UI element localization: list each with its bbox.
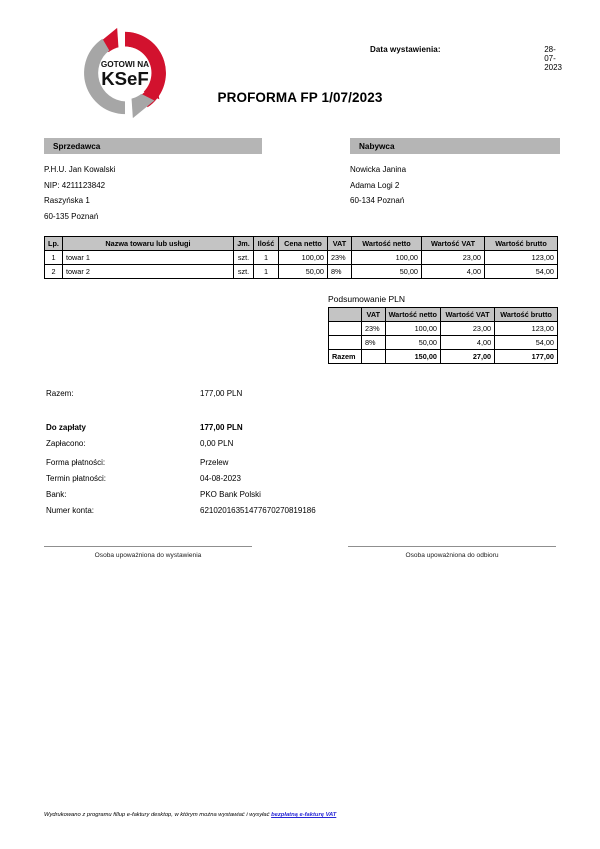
items-table: [44, 236, 558, 279]
payment-details-block: [46, 455, 446, 519]
summary-col-net: Wartość netto: [385, 308, 440, 322]
footer-note: [44, 812, 336, 818]
signature-line: [44, 546, 252, 547]
total-sum-value: 177,00 PLN: [200, 389, 243, 398]
seller-line: 60-135 Poznań: [44, 211, 99, 221]
payment-term-label: Termin płatności:: [46, 474, 107, 483]
seller-line: Raszyńska 1: [44, 196, 90, 205]
summary-total-gross: 177,00: [495, 350, 558, 364]
summary-cell-gross: 54,00: [495, 336, 558, 350]
circular-arrows-icon: [76, 24, 174, 122]
cell-value-net: 100,00: [352, 251, 422, 265]
totals-block: [46, 386, 386, 452]
summary-cell-label: [329, 322, 362, 336]
summary-cell-gross: 123,00: [495, 322, 558, 336]
amount-paid-value: 0,00 PLN: [200, 439, 234, 448]
buyer-line: Nowicka Janina: [350, 165, 407, 174]
total-sum-row: [46, 386, 386, 402]
payment-method-label: Forma płatności:: [46, 458, 106, 467]
col-value-net: Wartość netto: [352, 237, 422, 251]
footer-text: Wydrukowano z programu fillup e-faktury desktop, w którym można wystawiać i wysyłać: [44, 812, 272, 818]
document-title: PROFORMA FP 1/07/2023: [217, 90, 383, 105]
vat-summary-block: [328, 294, 558, 364]
col-unit: Jm.: [234, 237, 254, 251]
payment-method-row: [46, 455, 446, 471]
ksef-ready-logo: [76, 24, 174, 122]
summary-total-net: 150,00: [385, 350, 440, 364]
summary-cell-vat-value: 4,00: [440, 336, 494, 350]
amount-paid-label: Zapłacono:: [46, 439, 86, 448]
col-lp: Lp.: [45, 237, 63, 251]
summary-caption: Podsumowanie PLN: [328, 294, 406, 304]
account-number-value: 62102016351477670270819186: [200, 506, 316, 515]
col-price-net: Cena netto: [279, 237, 328, 251]
totals-spacer: [46, 402, 386, 420]
cell-value-gross: 123,00: [485, 251, 558, 265]
summary-col-gross: Wartość brutto: [495, 308, 558, 322]
cell-price-net: 100,00: [279, 251, 328, 265]
buyer-heading: Nabywca: [350, 138, 560, 154]
cell-unit: szt.: [234, 251, 254, 265]
summary-cell-vat: 8%: [361, 336, 385, 350]
col-value-vat: Wartość VAT: [422, 237, 485, 251]
footer-link[interactable]: bezpłatną e-fakturę VAT: [271, 812, 337, 818]
cell-unit: szt.: [234, 265, 254, 279]
seller-details: [44, 154, 262, 224]
summary-col-vat: VAT: [361, 308, 385, 322]
summary-header-row: [329, 308, 558, 322]
cell-value-vat: 4,00: [422, 265, 485, 279]
col-name: Nazwa towaru lub usługi: [62, 237, 233, 251]
table-row: [45, 265, 558, 279]
summary-col-blank: [329, 308, 362, 322]
signature-issuer-caption: Osoba upoważniona do wystawienia: [94, 552, 202, 559]
signature-receiver-caption: Osoba upoważniona do odbioru: [405, 552, 499, 559]
summary-cell-vat: 23%: [361, 322, 385, 336]
col-value-gross: Wartość brutto: [485, 237, 558, 251]
summary-cell-vat-value: 23,00: [440, 322, 494, 336]
seller-line: P.H.U. Jan Kowalski: [44, 165, 116, 174]
buyer-line: 60-134 Poznań: [350, 196, 405, 205]
account-number-label: Numer konta:: [46, 506, 95, 515]
table-row: [329, 336, 558, 350]
logo-top-text: GOTOWI NA: [100, 60, 150, 70]
summary-cell-net: 100,00: [385, 322, 440, 336]
amount-due-row: [46, 420, 386, 436]
bank-label: Bank:: [46, 490, 67, 499]
summary-total-row: [329, 350, 558, 364]
col-vat-rate: VAT: [328, 237, 352, 251]
bank-row: [46, 487, 446, 503]
issue-date-label: Data wystawienia:: [370, 45, 441, 54]
items-table-header-row: [45, 237, 558, 251]
summary-cell-label: [329, 336, 362, 350]
summary-cell-net: 50,00: [385, 336, 440, 350]
payment-term-value: 04-08-2023: [200, 474, 241, 483]
payment-method-value: Przelew: [200, 458, 229, 467]
cell-vat-rate: 23%: [328, 251, 352, 265]
summary-total-label: Razem: [329, 350, 362, 364]
cell-value-vat: 23,00: [422, 251, 485, 265]
cell-name: towar 2: [62, 265, 233, 279]
table-row: [45, 251, 558, 265]
signature-receiver: [348, 546, 556, 559]
buyer-details: [350, 154, 560, 209]
seller-line: NIP: 4211123842: [44, 180, 106, 190]
signature-issuer: [44, 546, 252, 559]
cell-qty: 1: [254, 265, 279, 279]
cell-lp: 2: [45, 265, 63, 279]
cell-name: towar 1: [62, 251, 233, 265]
buyer-line: Adama Logi 2: [350, 180, 400, 190]
cell-qty: 1: [254, 251, 279, 265]
cell-vat-rate: 8%: [328, 265, 352, 279]
col-qty: Ilość: [254, 237, 279, 251]
amount-due-label: Do zapłaty: [46, 423, 87, 432]
logo-main-text: KSeF: [101, 67, 149, 89]
issue-date-value: 28-07-2023: [544, 45, 562, 72]
cell-value-net: 50,00: [352, 265, 422, 279]
payment-term-row: [46, 471, 446, 487]
account-number-row: [46, 503, 446, 519]
bank-value: PKO Bank Polski: [200, 490, 261, 499]
buyer-block: [350, 138, 560, 209]
seller-heading: Sprzedawca: [44, 138, 262, 154]
total-sum-label: Razem:: [46, 389, 74, 398]
summary-total-vat: [361, 350, 385, 364]
cell-value-gross: 54,00: [485, 265, 558, 279]
amount-due-value: 177,00 PLN: [200, 423, 243, 432]
cell-price-net: 50,00: [279, 265, 328, 279]
summary-total-vat-value: 27,00: [440, 350, 494, 364]
signature-line: [348, 546, 556, 547]
summary-col-vat-value: Wartość VAT: [440, 308, 494, 322]
amount-paid-row: [46, 436, 386, 452]
cell-lp: 1: [45, 251, 63, 265]
seller-block: [44, 138, 262, 224]
table-row: [329, 322, 558, 336]
